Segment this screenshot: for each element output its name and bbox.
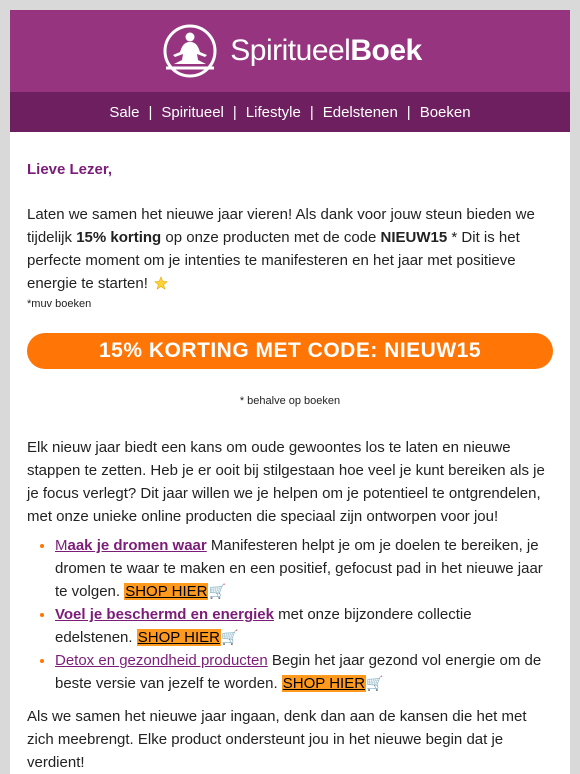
nav-item-sale[interactable]: Sale (109, 103, 140, 121)
intro-text: op onze producten met de code (161, 229, 381, 246)
cart-icon: 🛒 (208, 583, 226, 599)
discount-text: 15% korting (76, 229, 162, 246)
manifest-link-first: M (55, 537, 68, 554)
body-paragraph: Elk nieuw jaar biedt een kans om oude gewoontes los te laten en nieuwe stappen te zetten. Heb je er ooit bij stilgestaan hoe veel je kunt bereiken als je je focus verlegt? Dit jaar willen we je helpen om je potentieel te ontgrendelen, met onze unieke online producten die speciaal zijn ontworpen voor jou! (27, 439, 545, 525)
shop-here-button[interactable]: SHOP HIER (125, 583, 208, 600)
list-item (55, 649, 553, 695)
sparkle-star-icon (154, 276, 168, 290)
nav-separator: | (406, 103, 411, 121)
nav-separator: | (148, 103, 153, 121)
list-item (55, 603, 553, 649)
brand-name (230, 34, 421, 68)
shop-here-button[interactable]: SHOP HIER (137, 629, 220, 646)
brand-logo[interactable] (158, 24, 421, 78)
gemstones-link[interactable]: Voel je beschermd en energiek (55, 606, 274, 623)
cta-note: * behalve op boeken (239, 395, 341, 407)
greeting: Lieve Lezer, (27, 161, 113, 178)
nav-separator: | (309, 103, 314, 121)
nav-item-lifestyle[interactable]: Lifestyle (245, 103, 301, 121)
intro-text: Laten we samen het nieuwe jaar vieren! Als dank voor jouw steun bieden we tijdelijk (27, 206, 535, 246)
nav-item-spiritueel[interactable]: Spiritueel (161, 103, 224, 121)
detox-link[interactable]: Detox en gezondheid producten (55, 652, 268, 669)
email-card (10, 10, 570, 774)
manifest-link[interactable] (55, 537, 207, 554)
header (10, 10, 570, 92)
product-list (27, 534, 553, 695)
nav-bar (10, 92, 570, 132)
brand-name-light: Spiritueel (230, 34, 351, 67)
intro-paragraph (27, 203, 553, 295)
cart-icon: 🛒 (220, 629, 239, 645)
brand-name-bold: Boek (350, 34, 422, 67)
list-item (55, 534, 553, 603)
meditation-icon (158, 24, 222, 78)
shop-here-button[interactable]: SHOP HIER (282, 675, 366, 692)
promo-code: NIEUW15 (380, 229, 448, 246)
cart-icon: 🛒 (366, 675, 384, 691)
manifest-link-rest: aak je dromen waar (67, 537, 207, 554)
list-item-text: met onze bijzondere collectie edelstenen. (55, 606, 472, 646)
nav-separator: | (232, 103, 237, 121)
intro-text: * Dit is het perfecte moment om je intenties te manifesteren en het jaar met positieve energie te starten! (27, 229, 520, 292)
email-body (10, 158, 570, 774)
discount-cta-button[interactable]: 15% KORTING MET CODE: NIEUW15 (27, 333, 553, 369)
nav-item-boeken[interactable]: Boeken (419, 103, 471, 121)
closing-paragraph: Als we samen het nieuwe jaar ingaan, denk dan aan de kansen die het met zich meebrengt. Elke product ondersteunt jou in het nieuwe begin dat je verdient! (27, 708, 527, 771)
nav-item-edelstenen[interactable]: Edelstenen (322, 103, 398, 121)
list-item-text: Begin het jaar gezond vol energie om de beste versie van jezelf te worden. (55, 652, 542, 692)
list-item-text: Manifesteren helpt je om je doelen te bereiken, je dromen te waar te maken en een positief, gefocust pad in het nieuwe jaar te volgen. (55, 537, 543, 600)
footnote-top: *muv boeken (27, 298, 92, 310)
